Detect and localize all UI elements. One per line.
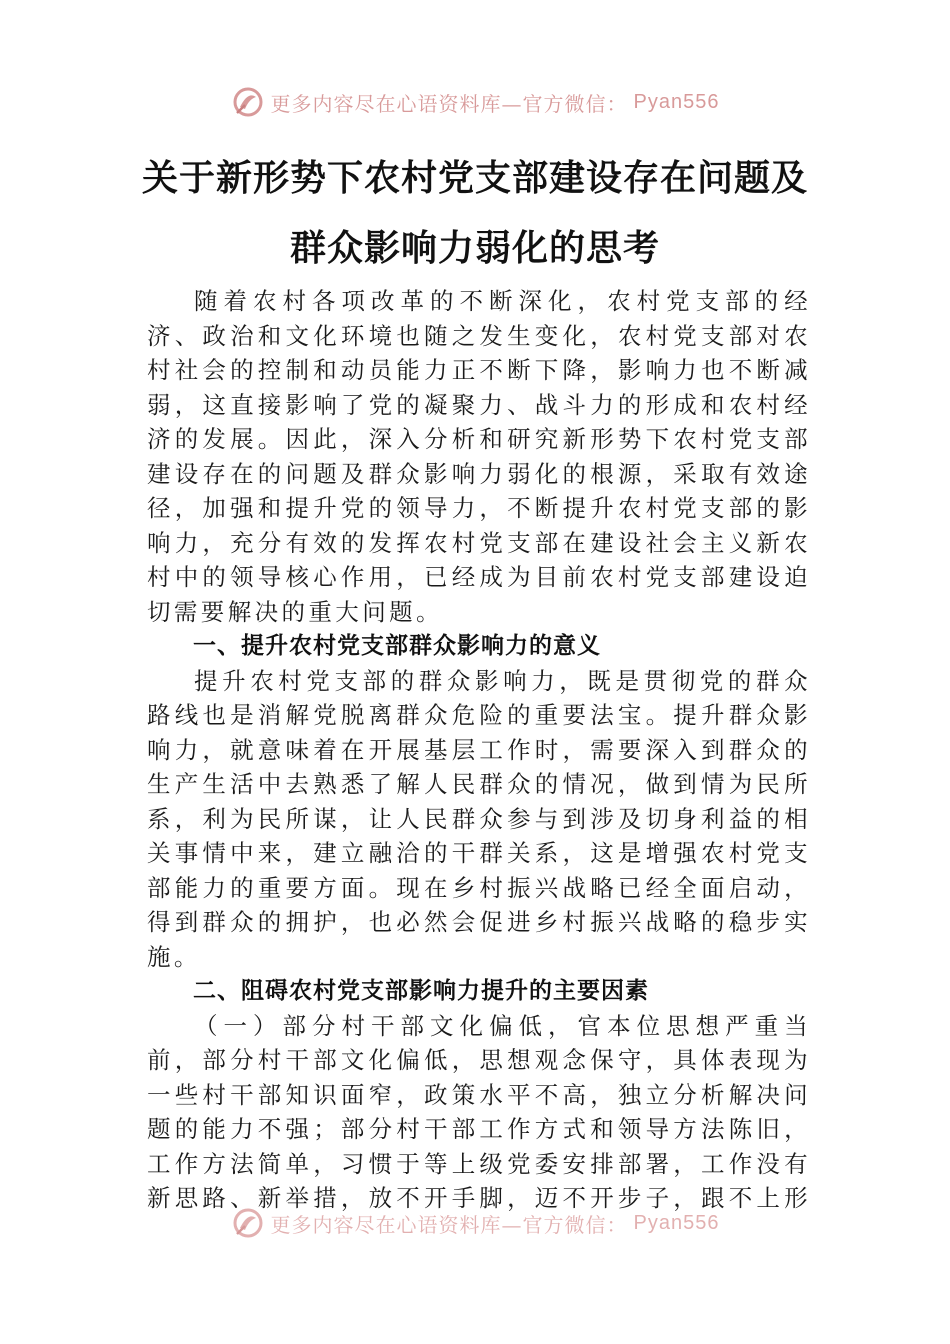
document-title-line-1: 关于新形势下农村党支部建设存在问题及: [141, 157, 808, 199]
watermark-text: 更多内容尽在心语资料库—官方微信：: [270, 1212, 628, 1237]
watermark-wechat-id: Pyan556: [633, 90, 720, 113]
document-title-line-2: 群众影响力弱化的思考: [289, 227, 660, 269]
intro-paragraph: 随着农村各项改革的不断深化，农村党支部的经济、政治和文化环境也随之发生变化，农村党支部对农村社会的控制和动员能力正不断下降，影响力也不断减弱，这直接影响了党的凝聚力、战斗力的形成和农村经济的发展。因此，深入分析和研究新形势下农村党支部建设存在的问题及群众影响力弱化的根源，采取有效途径，加强和提升党的领导力，不断提升农村党支部的影响力，充分有效的发挥农村党支部在建设社会主义新农村中的领导核心作用，已经成为目前农村党支部建设迫切需要解决的重大问题。: [147, 287, 811, 626]
section-1-heading: 一、提升农村党支部群众影响力的意义: [193, 633, 601, 659]
watermark-wechat-id: Pyan556: [633, 1211, 720, 1234]
watermark-footer: [0, 1203, 950, 1243]
logo-icon: [231, 1206, 265, 1240]
section-2-heading: 二、阻碍农村党支部影响力提升的主要因素: [193, 978, 649, 1004]
section-1-paragraph: 提升农村党支部的群众影响力，既是贯彻党的群众路线也是消解党脱离群众危险的重要法宝。提升群众影响力，就意味着在开展基层工作时，需要深入到群众的生产生活中去熟悉了解人民群众的情况，做到情为民所系，利为民所谋，让人民群众参与到涉及切身利益的相关事情中来，建立融洽的干群关系，这是增强农村党支部能力的重要方面。现在乡村振兴战略已经全面启动，得到群众的拥护，也必然会促进乡村振兴战略的稳步实施。: [147, 666, 811, 971]
section-2-paragraph: （一）部分村干部文化偏低，官本位思想严重当前，部分村干部文化偏低，思想观念保守，具体表现为一些村干部知识面窄，政策水平不高，独立分析解决问题的能力不强；部分村干部工作方式和领导方法陈旧，工作方法简单，习惯于等上级党委安排部署，工作没有新思路、新举措，放不开手脚，迈不开步子，跟不上形: [147, 1011, 811, 1212]
watermark-text: 更多内容尽在心语资料库—官方微信：: [270, 91, 628, 116]
document-body: [147, 284, 811, 1212]
